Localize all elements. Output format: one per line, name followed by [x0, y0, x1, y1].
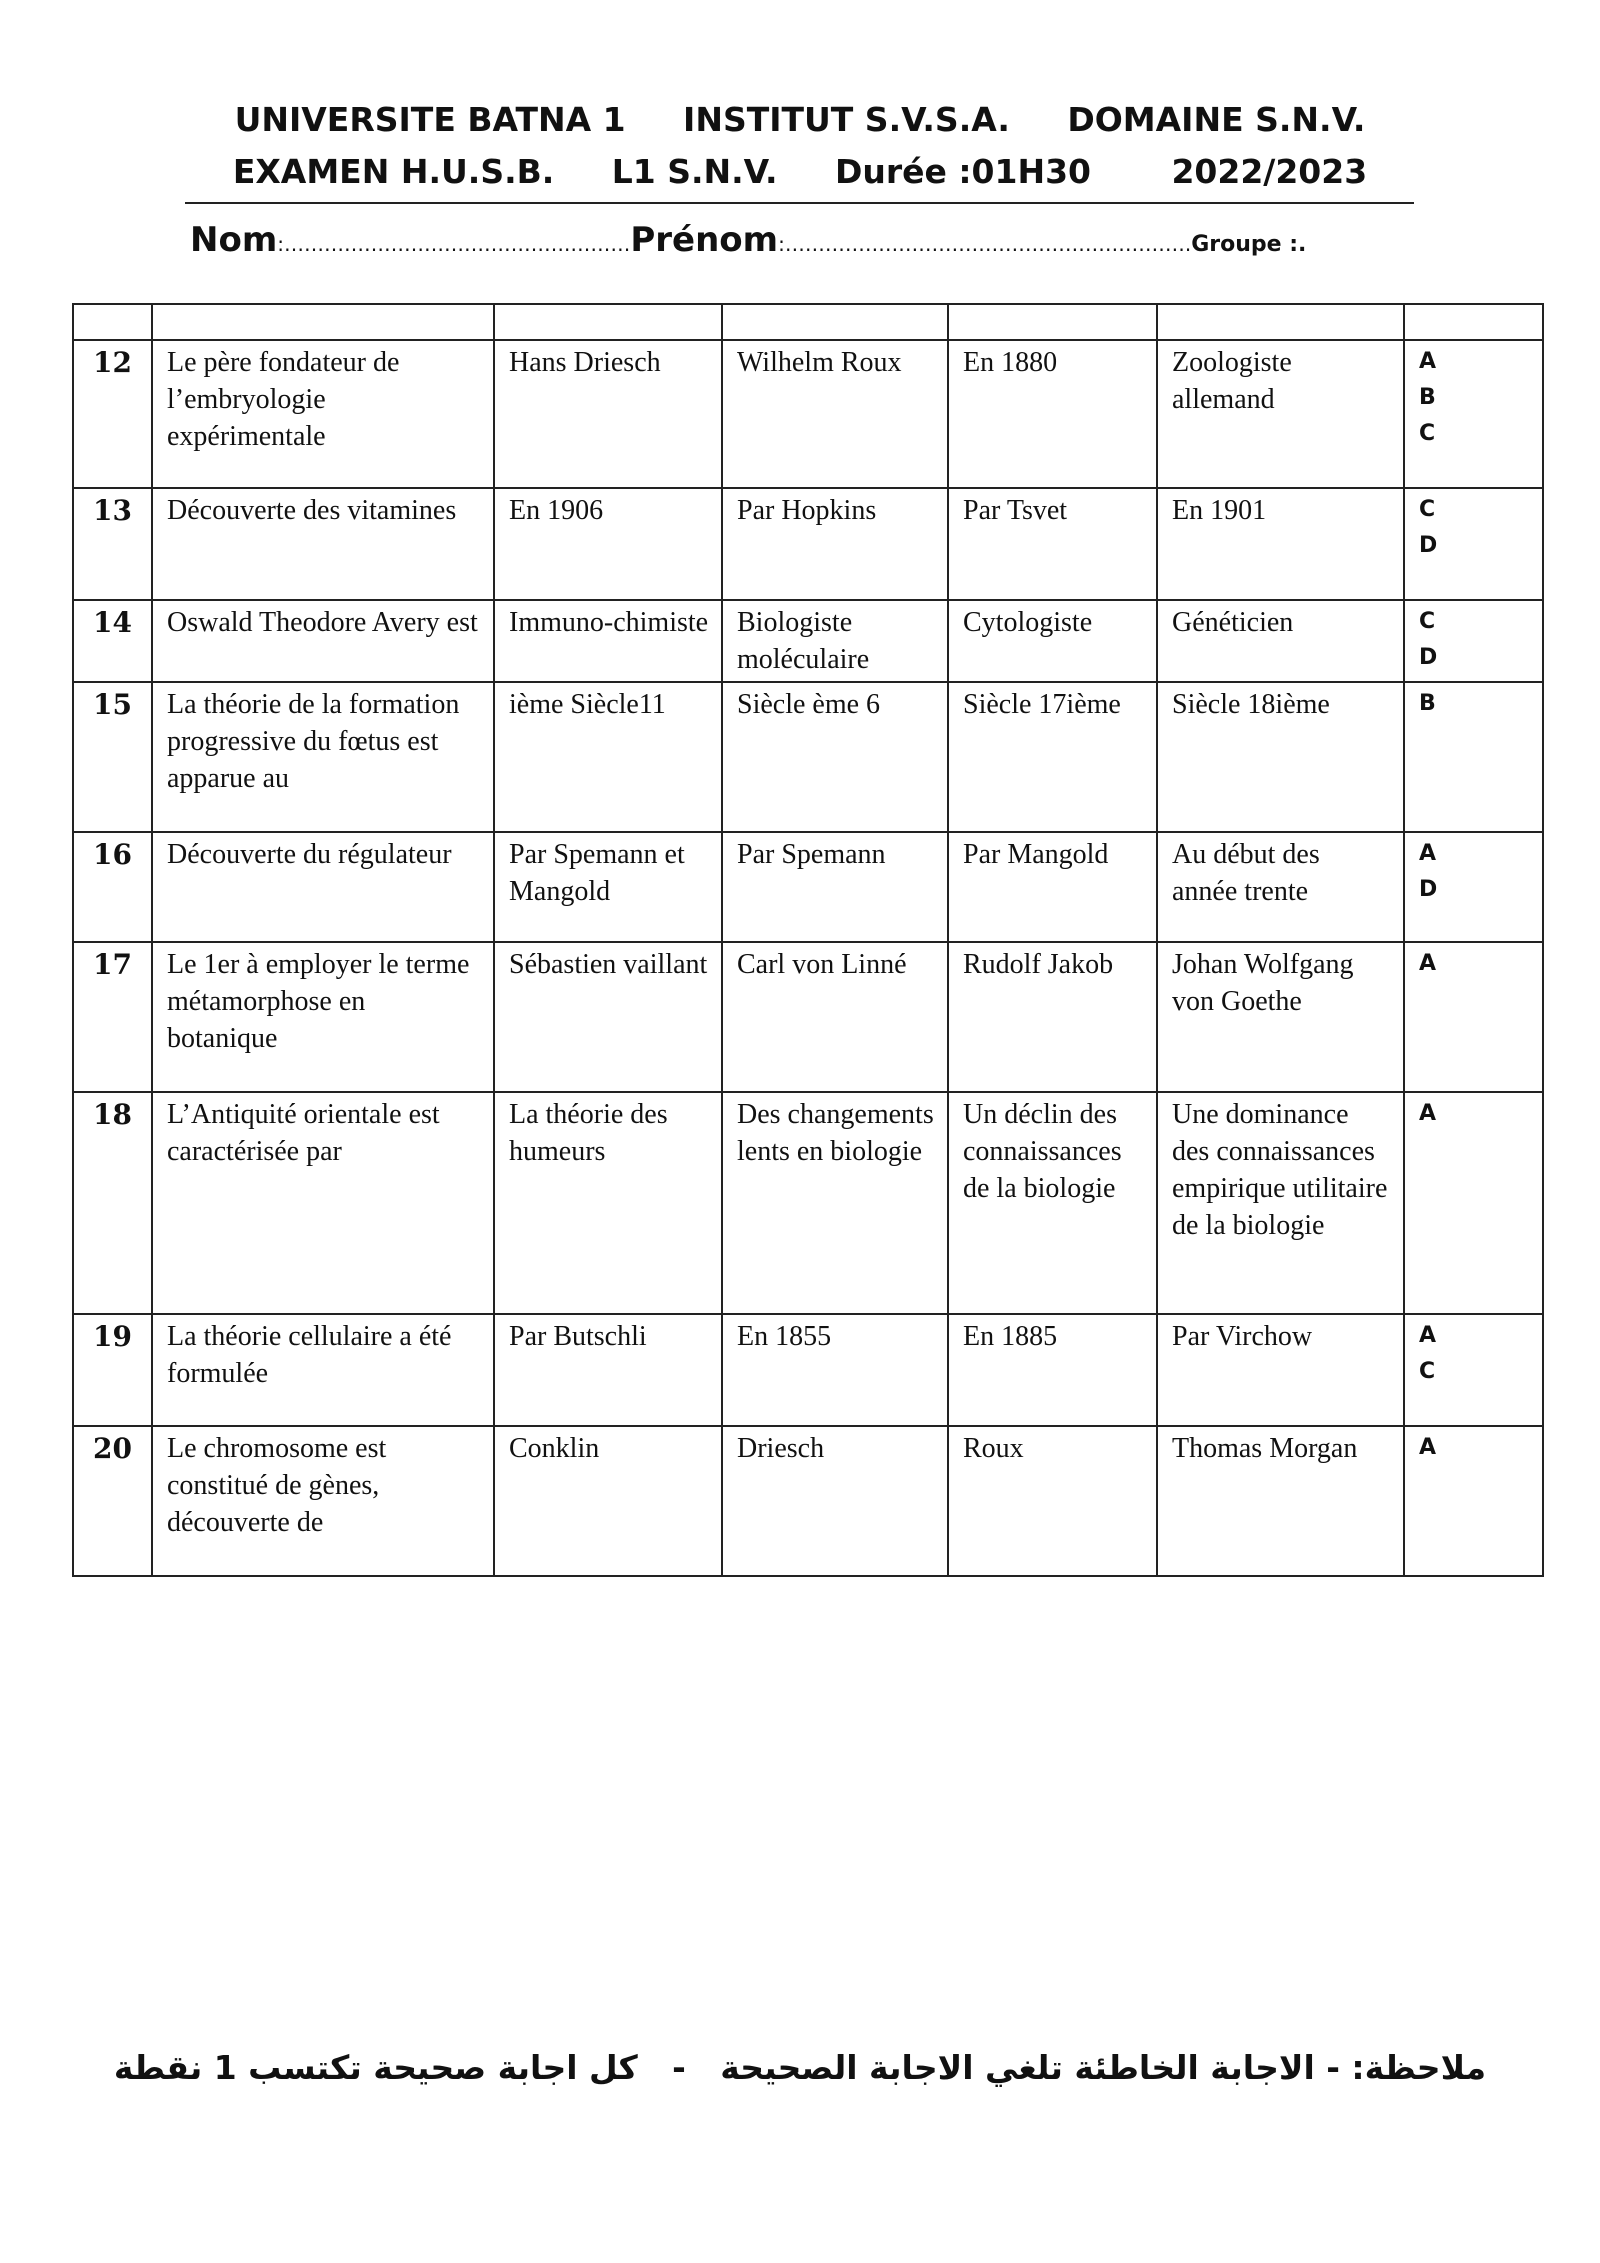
header-cell — [722, 304, 948, 340]
option-a: Immuno-chimiste — [494, 600, 722, 682]
question-row — [73, 488, 1543, 600]
option-b: Par Spemann — [722, 832, 948, 942]
answer-cell — [1404, 1426, 1543, 1576]
question-number: 13 — [73, 488, 152, 600]
answer-cell — [1404, 832, 1543, 942]
prenom-label: Prénom — [630, 220, 779, 260]
answer-letter: C — [1419, 421, 1436, 446]
option-c: Rudolf Jakob — [948, 942, 1157, 1092]
header-cell — [152, 304, 494, 340]
identity-line — [190, 220, 1420, 260]
answer-letter: D — [1419, 877, 1438, 902]
question-number: 19 — [73, 1314, 152, 1426]
table-header-row — [73, 304, 1543, 340]
header-cell — [1404, 304, 1543, 340]
option-a: Par Spemann et Mangold — [494, 832, 722, 942]
option-c: En 1885 — [948, 1314, 1157, 1426]
answer-letter: A — [1419, 951, 1437, 976]
question-row — [73, 600, 1543, 682]
answer-letter: B — [1419, 385, 1436, 410]
option-d: Au début des année trente — [1157, 832, 1404, 942]
option-c: En 1880 — [948, 340, 1157, 488]
question-number: 15 — [73, 682, 152, 832]
option-a: Sébastien vaillant — [494, 942, 722, 1092]
option-b: Siècle ème 6 — [722, 682, 948, 832]
option-b: Biologiste moléculaire — [722, 600, 948, 682]
option-d: Johan Wolfgang von Goethe — [1157, 942, 1404, 1092]
question-number: 14 — [73, 600, 152, 682]
option-a: La théorie des humeurs — [494, 1092, 722, 1314]
question-number: 16 — [73, 832, 152, 942]
header-cell — [494, 304, 722, 340]
option-a: Par Butschli — [494, 1314, 722, 1426]
question-row — [73, 1314, 1543, 1426]
answer-cell — [1404, 600, 1543, 682]
question-number: 18 — [73, 1092, 152, 1314]
answer-cell — [1404, 942, 1543, 1092]
groupe-label: Groupe :. — [1191, 232, 1307, 257]
answer-letter: B — [1419, 691, 1436, 716]
answer-letter: A — [1419, 841, 1437, 866]
answer-letter: A — [1419, 1323, 1437, 1348]
option-b: Carl von Linné — [722, 942, 948, 1092]
question-text: Le père fondateur de l’embryologie expérimentale — [152, 340, 494, 488]
answer-cell — [1404, 340, 1543, 488]
question-row — [73, 1426, 1543, 1576]
question-text: L’Antiquité orientale est caractérisée par — [152, 1092, 494, 1314]
answer-letter: C — [1419, 1359, 1436, 1384]
question-row — [73, 682, 1543, 832]
option-c: Un déclin des connaissances de la biologie — [948, 1092, 1157, 1314]
question-number: 12 — [73, 340, 152, 488]
question-text: Le 1er à employer le terme métamorphose en botanique — [152, 942, 494, 1092]
option-c: Roux — [948, 1426, 1157, 1576]
answer-letter: D — [1419, 533, 1438, 558]
question-text: Découverte des vitamines — [152, 488, 494, 600]
option-c: Cytologiste — [948, 600, 1157, 682]
question-text: Le chromosome est constitué de gènes, découverte de — [152, 1426, 494, 1576]
option-d: Par Virchow — [1157, 1314, 1404, 1426]
answer-letter: A — [1419, 1101, 1437, 1126]
option-c: Par Mangold — [948, 832, 1157, 942]
answer-cell — [1404, 682, 1543, 832]
option-b: Wilhelm Roux — [722, 340, 948, 488]
answer-letter: C — [1419, 609, 1436, 634]
header-line-1: UNIVERSITE BATNA 1 INSTITUT S.V.S.A. DOMAINE S.N.V. — [234, 100, 1366, 139]
question-text: La théorie cellulaire a été formulée — [152, 1314, 494, 1426]
prenom-field[interactable]: :……………………………………………………. — [778, 232, 1192, 256]
header-cell — [73, 304, 152, 340]
option-b: En 1855 — [722, 1314, 948, 1426]
answer-letter: A — [1419, 349, 1437, 374]
header-cell — [948, 304, 1157, 340]
nom-label: Nom — [190, 220, 278, 260]
option-b: Des changements lents en biologie — [722, 1092, 948, 1314]
question-text: Oswald Theodore Avery est — [152, 600, 494, 682]
answer-letter: A — [1419, 1435, 1437, 1460]
question-row — [73, 832, 1543, 942]
option-d: Siècle 18ième — [1157, 682, 1404, 832]
option-a: Hans Driesch — [494, 340, 722, 488]
question-row — [73, 942, 1543, 1092]
nom-field[interactable]: :…………………………………….……… — [277, 232, 631, 256]
option-a: ième Siècle11 — [494, 682, 722, 832]
qcm-table — [72, 303, 1544, 1577]
question-number: 20 — [73, 1426, 152, 1576]
option-c: Siècle 17ième — [948, 682, 1157, 832]
header-line-2: EXAMEN H.U.S.B. L1 S.N.V. Durée :01H30 2022/2023 — [232, 152, 1368, 191]
answer-cell — [1404, 488, 1543, 600]
question-row — [73, 340, 1543, 488]
answer-letter: D — [1419, 645, 1438, 670]
option-a: En 1906 — [494, 488, 722, 600]
header-rule — [185, 202, 1414, 204]
option-d: En 1901 — [1157, 488, 1404, 600]
header-cell — [1157, 304, 1404, 340]
question-text: Découverte du régulateur — [152, 832, 494, 942]
option-b: Par Hopkins — [722, 488, 948, 600]
option-d: Généticien — [1157, 600, 1404, 682]
option-b: Driesch — [722, 1426, 948, 1576]
option-d: Zoologiste allemand — [1157, 340, 1404, 488]
question-number: 17 — [73, 942, 152, 1092]
grading-note: ملاحظة: - الاجابة الخاطئة تلغي الاجابة الصحيحة - كل اجابة صحيحة تكتسب 1 نقطة — [113, 2048, 1487, 2087]
answer-letter: C — [1419, 497, 1436, 522]
option-c: Par Tsvet — [948, 488, 1157, 600]
question-row — [73, 1092, 1543, 1314]
option-d: Une dominance des connaissances empirique utilitaire de la biologie — [1157, 1092, 1404, 1314]
answer-cell — [1404, 1314, 1543, 1426]
question-text: La théorie de la formation progressive du fœtus est apparue au — [152, 682, 494, 832]
option-a: Conklin — [494, 1426, 722, 1576]
option-d: Thomas Morgan — [1157, 1426, 1404, 1576]
answer-cell — [1404, 1092, 1543, 1314]
